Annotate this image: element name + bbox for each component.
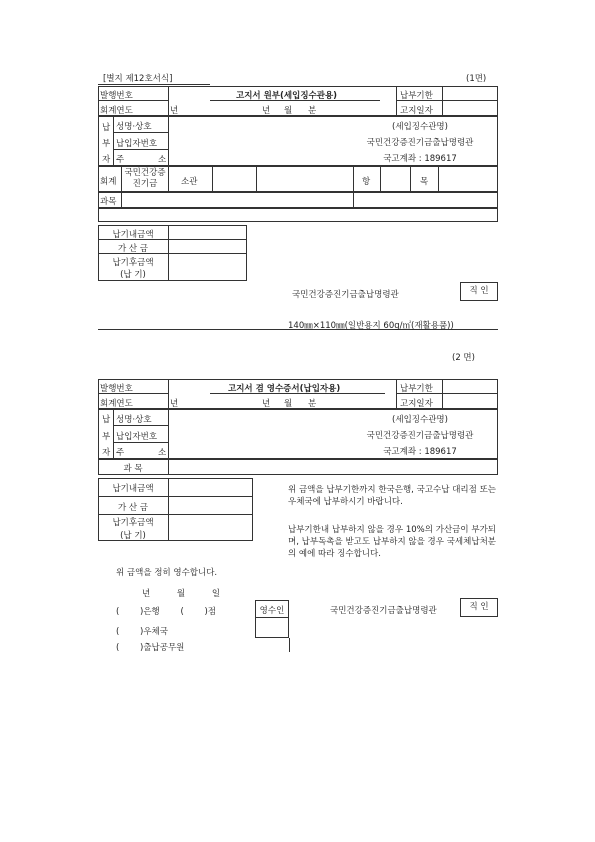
address-label-2: 소: [158, 155, 167, 165]
fiscal-year-label-2: 회계연도: [100, 399, 133, 409]
surcharge-label: 가 산 금: [117, 244, 149, 254]
collector-label: (세입징수관명): [392, 122, 448, 132]
amount-after-label: 납기후금액: [112, 258, 154, 268]
page-number-2: (2 면): [452, 353, 475, 363]
date-month-2: 월: [284, 399, 293, 409]
name-label-2: 성명·상호: [116, 415, 152, 425]
page-number: (1면): [466, 74, 487, 84]
address-label-2-1: 주: [116, 448, 125, 458]
fund-name: 국민건강증진기금: [124, 168, 166, 189]
fiscal-year-label: 회계연도: [100, 106, 133, 116]
amount-before-label: 납기내금액: [112, 230, 154, 240]
amount-after-label-2: 납기후금액: [112, 518, 154, 528]
amount-before-label-2: 납기내금액: [112, 484, 154, 494]
subject-label-2: 과 목: [123, 464, 143, 474]
treasurer-line: ( )출납공무원: [116, 643, 185, 653]
due-date-label: 납부기한: [400, 91, 433, 101]
form-title-2: 고지서 겸 영수증서(납입자용): [228, 384, 341, 394]
official-seal: 직 인: [460, 282, 498, 301]
notice-date-label-2: 고지일자: [400, 399, 433, 409]
bank-line: ( )은행 ( )점: [116, 607, 217, 617]
account-number: 국고계좌 : 189617: [383, 154, 457, 164]
account-label: 회계: [100, 177, 117, 187]
officer-name: 국민건강증진기금출납명령관: [292, 290, 399, 300]
name-label: 성명·상호: [116, 122, 152, 132]
subject-label: 과목: [100, 197, 117, 207]
date-period-2: 분: [308, 399, 317, 409]
surcharge-notice: 납부기한내 납부하지 않을 경우 10%의 가산금이 부가되며, 납부독촉을 받고도 납부하지 않을 경우 국세체납처분의 예에 따라 징수합니다.: [288, 525, 496, 559]
payer-side-1: 납: [102, 123, 111, 133]
blank-row: [98, 208, 498, 222]
amount-after-sub: (납 기): [120, 270, 146, 280]
issue-no-label: 발행번호: [100, 91, 133, 101]
subject-row: [98, 192, 498, 208]
paper-spec: 140㎜×110㎜(일반용지 60g/㎡(재활용품)): [288, 321, 454, 331]
item-label: 항: [362, 177, 371, 187]
date-year: 년: [262, 106, 271, 116]
payment-notice: 위 금액을 납부기한까지 한국은행, 국고수납 대리점 또는 우체국에 납부하시기 바랍니다.: [288, 485, 496, 507]
amount-after-sub-2: (납 기): [120, 531, 146, 541]
reg-no-label: 납입자번호: [116, 139, 158, 149]
post-office-line: ( )우체국: [116, 627, 168, 637]
date-month: 월: [284, 106, 293, 116]
address-label-2-2: 소: [158, 448, 167, 458]
date-period: 분: [308, 106, 317, 116]
form-title: 고지서 원부(세입징수관용): [236, 91, 338, 101]
reg-no-label-2: 납입자번호: [116, 432, 158, 442]
payer-side-3: 자: [102, 155, 111, 165]
fiscal-year-char-2: 년: [170, 399, 179, 409]
fiscal-year-char: 년: [170, 106, 179, 116]
receipt-date-line: 년 월 일: [142, 589, 221, 599]
receipt-text: 위 금액을 정히 영수합니다.: [116, 568, 218, 578]
surcharge-label-2: 가 산 금: [117, 503, 149, 513]
officer-name-2: 국민건강증진기금출납명령관: [330, 606, 437, 616]
jurisdiction-label: 소관: [181, 177, 198, 187]
due-date-label-2: 납부기한: [400, 384, 433, 394]
sub-item-label: 목: [420, 177, 429, 187]
notice-date-label: 고지일자: [400, 106, 433, 116]
issue-no-label-2: 발행번호: [100, 384, 133, 394]
account-number-2: 국고계좌 : 189617: [383, 447, 457, 457]
address-label-1: 주: [116, 155, 125, 165]
collector-label-2: (세입징수관명): [392, 415, 448, 425]
collector-name-2: 국민건강증진기금출납명령관: [366, 431, 474, 441]
payer-side-2-1: 납: [102, 415, 111, 425]
date-year-2: 년: [262, 399, 271, 409]
form-label: [별지 제12호서식]: [103, 74, 173, 84]
collector-name: 국민건강증진기금출납명령관: [366, 138, 474, 148]
payer-side-2: 부: [102, 139, 111, 149]
payer-side-2-2: 부: [102, 432, 111, 442]
receipt-stamp-label: 영수인: [259, 606, 285, 616]
official-seal-2: 직 인: [460, 598, 498, 617]
payer-side-2-3: 자: [102, 448, 111, 458]
